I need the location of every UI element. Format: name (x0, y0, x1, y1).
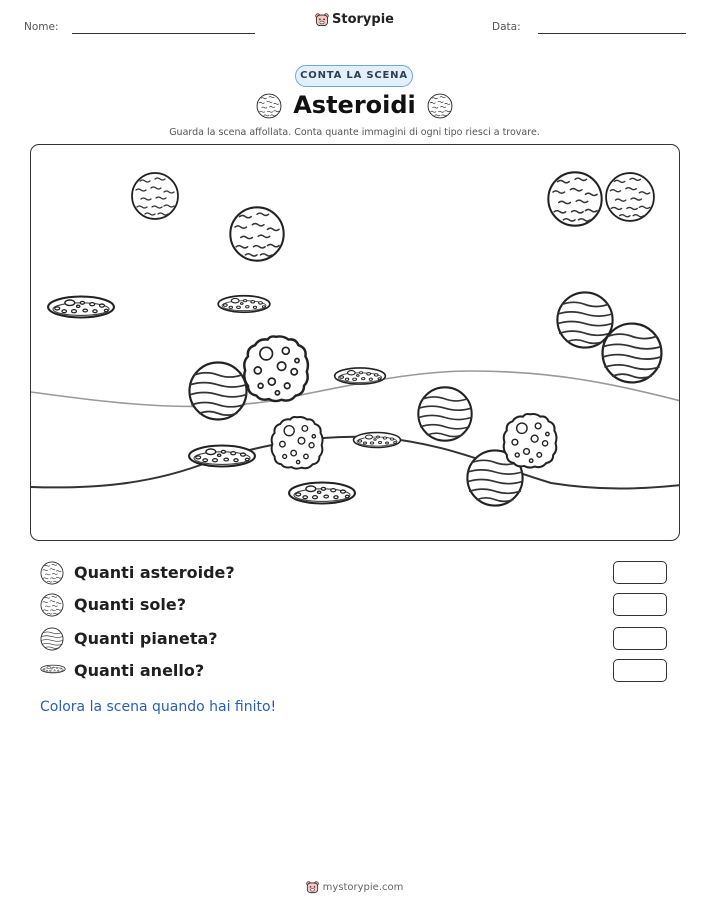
scene-ring-5 (354, 433, 401, 448)
question-text: Quanti sole? (74, 595, 187, 614)
question-text: Quanti anello? (74, 661, 205, 680)
scene-planet-3 (189, 362, 246, 419)
answer-box-asteroid[interactable] (613, 561, 667, 584)
counting-scene (30, 144, 680, 541)
question-ring (40, 659, 680, 685)
scene-sun-4 (606, 173, 654, 221)
ring-icon (40, 663, 66, 675)
title-sun-icon-right (427, 93, 453, 119)
scene-asteroid-1 (244, 336, 308, 401)
scene-ring-2 (218, 296, 270, 313)
scene-asteroid-3 (504, 414, 557, 468)
storypie-mascot-icon (306, 881, 319, 894)
instructions: Guarda la scena affollata. Conta quante immagini di ogni tipo riesci a trovare. (169, 127, 540, 138)
front-hill-line (31, 437, 680, 489)
scene-sun-2 (230, 207, 283, 260)
scene-sun-3 (548, 172, 601, 225)
name-label: Nome: (24, 21, 59, 33)
question-text: Quanti pianeta? (74, 629, 218, 648)
scene-sun-1 (132, 173, 178, 219)
brand-name: Storypie (332, 12, 394, 27)
date-line[interactable] (538, 33, 686, 34)
question-text: Quanti asteroide? (74, 563, 235, 582)
brand (0, 12, 709, 31)
question-asteroid (40, 561, 680, 587)
scene-badge: CONTA LA SCENA (295, 65, 413, 87)
answer-box-ring[interactable] (613, 659, 667, 682)
answer-box-sun[interactable] (613, 593, 667, 616)
date-label: Data: (492, 21, 521, 33)
scene-planet-1 (557, 292, 612, 347)
page-title: Asteroidi (293, 91, 416, 119)
scene-planet-2 (603, 324, 662, 383)
question-planet (40, 627, 680, 653)
scene-ring-6 (289, 483, 355, 504)
name-line[interactable] (72, 33, 255, 34)
scene-asteroid-2 (272, 417, 323, 469)
scene-ring-1 (48, 297, 114, 318)
footer (0, 881, 709, 897)
sun-icon (40, 593, 64, 617)
scene-ring-4 (189, 446, 255, 467)
asteroid-icon (40, 561, 64, 585)
scene-ring-3 (335, 368, 386, 384)
storypie-mascot-icon (315, 13, 329, 27)
planet-icon (40, 627, 64, 651)
answer-box-planet[interactable] (613, 627, 667, 650)
footer-url[interactable]: mystorypie.com (322, 882, 404, 893)
question-sun (40, 593, 680, 619)
scene-illustration (31, 145, 680, 541)
coloring-note: Colora la scena quando hai finito! (40, 699, 277, 715)
scene-planet-4 (418, 387, 471, 440)
